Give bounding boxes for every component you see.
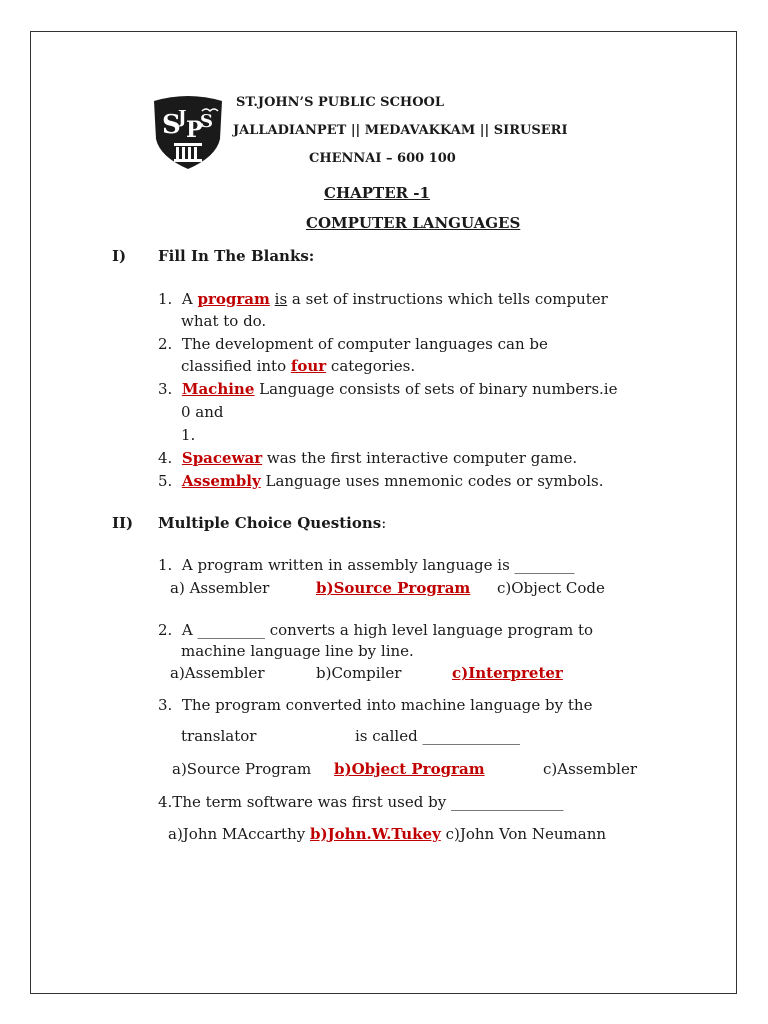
svg-text:S: S — [162, 110, 181, 140]
fib-item-4: 4. Spacewar was the first interactive computer game. — [158, 449, 578, 467]
chapter-title: CHAPTER -1 — [324, 184, 430, 202]
school-branches: JALLADIANPET || MEDAVAKKAM || SIRUSERI — [233, 123, 568, 138]
mcq-2-option-b: b)Compiler — [316, 664, 402, 682]
mcq-4-option-c: c)John Von Neumann — [445, 825, 607, 843]
answer: Machine — [181, 380, 255, 398]
fib-item-3: 3. Machine Language consists of sets of binary numbers.ie — [158, 380, 618, 398]
mcq-1-option-a: a) Assembler — [170, 579, 270, 597]
answer: Assembly — [181, 472, 261, 490]
section1-number: I) — [112, 247, 127, 265]
section2-title: Multiple Choice Questions: — [158, 514, 387, 532]
mcq-4-options — [168, 825, 606, 843]
answer: program — [197, 290, 270, 308]
mcq-3: 3. The program converted into machine language by the — [158, 696, 593, 714]
mcq-3-option-b: b)Object Program — [334, 760, 485, 778]
mcq-3-cont-b: is called _____________ — [355, 727, 520, 745]
section1-title: Fill In The Blanks: — [158, 247, 315, 265]
mcq-1-option-c: c)Object Code — [497, 579, 605, 597]
answer: Spacewar — [181, 449, 263, 467]
subject-title: COMPUTER LANGUAGES — [306, 214, 521, 232]
mcq-1: 1. A program written in assembly language is ________ — [158, 556, 575, 574]
section2-number: II) — [112, 514, 134, 532]
fib-item-1-cont: what to do. — [181, 312, 267, 330]
school-name: ST.JOHN’S PUBLIC SCHOOL — [236, 95, 444, 110]
fib-item-2: 2. The development of computer languages can be — [158, 335, 548, 353]
mcq-2-option-a: a)Assembler — [170, 664, 265, 682]
page-border — [30, 31, 737, 994]
mcq-4: 4.The term software was first used by _______________ — [158, 793, 564, 811]
school-city: CHENNAI – 600 100 — [309, 151, 456, 166]
fib-item-3-cont-1: 0 and — [181, 403, 224, 421]
mcq-3-option-c: c)Assembler — [543, 760, 638, 778]
svg-text:P: P — [186, 117, 203, 143]
svg-text:S: S — [200, 111, 213, 132]
mcq-3-cont-a: translator — [181, 727, 257, 745]
mcq-1-option-b: b)Source Program — [316, 579, 471, 597]
fib-item-2-cont: classified into four categories. — [181, 357, 416, 375]
school-logo — [150, 93, 226, 171]
fib-item-5: 5. Assembly Language uses mnemonic codes or symbols. — [158, 472, 604, 490]
answer: four — [290, 357, 327, 375]
mcq-2-cont: machine language line by line. — [181, 642, 414, 660]
fib-item-3-cont-2: 1. — [181, 426, 196, 444]
svg-text:J: J — [178, 107, 187, 128]
mcq-3-option-a: a)Source Program — [172, 760, 312, 778]
fib-item-1: 1. A program is a set of instructions which tells computer — [158, 290, 608, 308]
mcq-2: 2. A _________ converts a high level language program to — [158, 621, 594, 639]
mcq-4-option-a: a)John MAccarthy — [168, 825, 306, 843]
mcq-2-option-c: c)Interpreter — [452, 664, 563, 682]
mcq-4-option-b: b)John.W.Tukey — [309, 825, 441, 843]
